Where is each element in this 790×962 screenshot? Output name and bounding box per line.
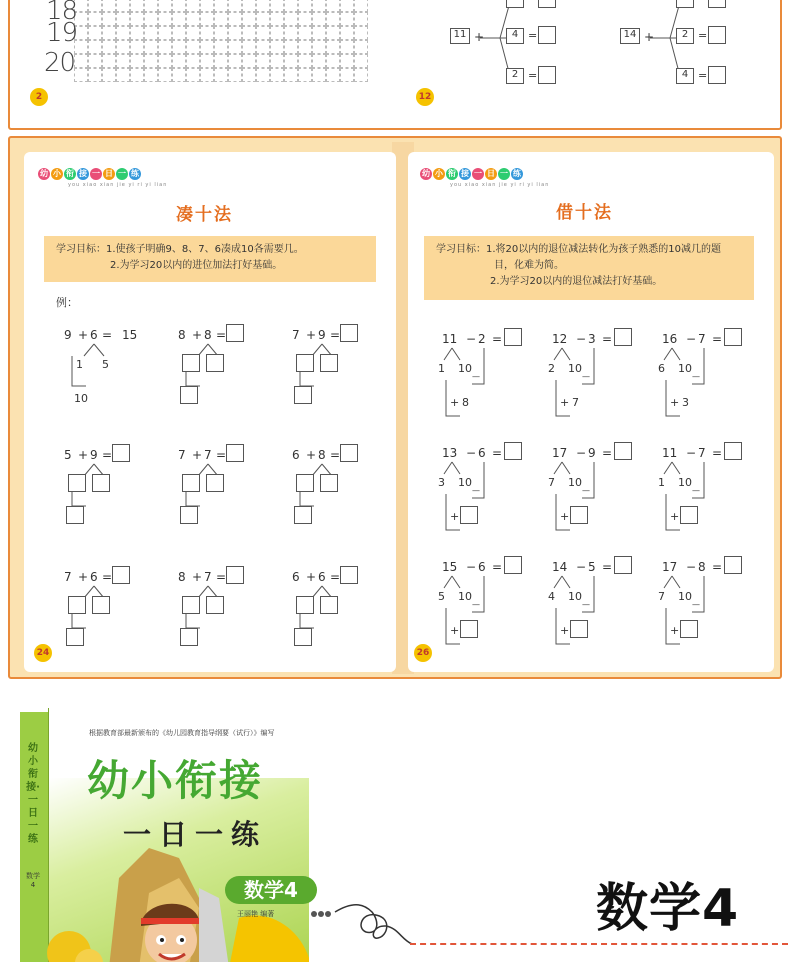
- equals-sign: =: [330, 570, 341, 584]
- addend: 7: [292, 328, 300, 342]
- minus-mark: —: [692, 486, 700, 495]
- plus-sign: +: [560, 624, 570, 637]
- series-pinyin: you xiao xian jie yi ri yi lian: [68, 182, 168, 188]
- operator: −: [576, 332, 587, 346]
- plus-sign: +: [670, 396, 680, 409]
- plus-sign: +: [670, 510, 680, 523]
- series-pinyin: you xiao xian jie yi ri yi lian: [450, 182, 550, 188]
- goal-line: 学习目标：1.使孩子明确9、8、7、6凑成10各需要几。: [56, 244, 304, 255]
- ones-value: 7: [658, 590, 665, 603]
- goal-line: 目，化难为简。: [494, 260, 564, 271]
- equals-sign: =: [602, 332, 613, 346]
- grid-row-number: 19: [46, 18, 78, 48]
- operator: −: [466, 446, 477, 460]
- operator: −: [686, 446, 697, 460]
- number-box: 2: [676, 28, 694, 44]
- series-char: 练: [513, 169, 521, 178]
- goal-line: 2.为学习20以内的进位加法打好基础。: [110, 260, 283, 271]
- subtrahend: 6: [478, 446, 486, 460]
- ten-value: 10: [678, 362, 692, 375]
- cover-subtitle: 一日一练: [123, 818, 268, 851]
- cover-note: 根据教育部最新颁布的《幼儿园教育指导纲要（试行）》编写: [89, 729, 275, 737]
- minus-mark: —: [472, 600, 480, 609]
- equals-sign: =: [102, 570, 113, 584]
- spine-title: 幼小衔接·一日一练: [26, 743, 40, 845]
- minuend: 12: [552, 332, 568, 346]
- equals-sign: =: [102, 448, 113, 462]
- operator: −: [686, 332, 697, 346]
- minus-mark: —: [692, 600, 700, 609]
- series-char: 日: [487, 169, 495, 178]
- ones-value: 6: [658, 362, 665, 375]
- operator: +: [78, 448, 89, 462]
- addend: 7: [204, 570, 212, 584]
- ones-value: 3: [438, 476, 445, 489]
- ones-value: 7: [548, 476, 555, 489]
- series-char: 一: [474, 169, 482, 178]
- ones-value: 2: [548, 362, 555, 375]
- example-result: 15: [122, 328, 138, 342]
- ten-value: 10: [568, 362, 582, 375]
- minuend: 17: [662, 560, 678, 574]
- addend: 6: [90, 570, 98, 584]
- equals-sign: =: [492, 560, 503, 574]
- addend: 8: [318, 448, 326, 462]
- addend: 6: [292, 570, 300, 584]
- minus-mark: —: [692, 372, 700, 381]
- equals-sign: =: [712, 332, 723, 346]
- number-box: 2: [506, 68, 524, 84]
- dashed-divider: [410, 943, 788, 945]
- addend: 7: [64, 570, 72, 584]
- ten-value: 10: [458, 590, 472, 603]
- subtrahend: 6: [478, 560, 486, 574]
- operator: −: [576, 446, 587, 460]
- subtrahend: 5: [588, 560, 596, 574]
- operator: +: [306, 328, 317, 342]
- plus-sign: +: [670, 624, 680, 637]
- ones-value: 5: [438, 590, 445, 603]
- page-number: 24: [34, 644, 52, 662]
- series-char: 小: [53, 169, 61, 178]
- subject-label: 数学4: [596, 879, 740, 939]
- minus-mark: —: [582, 486, 590, 495]
- equals-sign: =: [602, 446, 613, 460]
- addend: 9: [318, 328, 326, 342]
- addend: 5: [64, 448, 72, 462]
- equals-sign: =: [216, 570, 227, 584]
- equals-sign: =: [492, 332, 503, 346]
- operator: +: [78, 570, 89, 584]
- minuend: 13: [442, 446, 458, 460]
- equals-sign: =: [712, 446, 723, 460]
- series-char: 日: [105, 169, 113, 178]
- number-box: 4: [506, 28, 524, 44]
- ten-value: 10: [458, 362, 472, 375]
- ones-value: 1: [438, 362, 445, 375]
- equals-sign: =: [492, 446, 503, 460]
- equals-sign: =: [698, 29, 708, 42]
- equals-sign: =: [528, 69, 538, 82]
- operator: +: [78, 328, 89, 342]
- operator: +: [306, 448, 317, 462]
- ten-value: 10: [568, 476, 582, 489]
- ten-value: 10: [678, 476, 692, 489]
- addend: 8: [178, 570, 186, 584]
- addend: 9: [90, 448, 98, 462]
- operator: +: [192, 328, 203, 342]
- operator: +: [192, 570, 203, 584]
- example-label: 例：: [56, 296, 78, 309]
- subtrahend: 7: [698, 446, 706, 460]
- subtrahend: 3: [588, 332, 596, 346]
- page-number: 12: [416, 88, 434, 106]
- minus-mark: —: [472, 486, 480, 495]
- subtrahend: 2: [478, 332, 486, 346]
- equals-sign: =: [216, 328, 227, 342]
- number-box: 14: [620, 28, 640, 44]
- operator: +: [306, 570, 317, 584]
- series-char: 接: [461, 169, 469, 178]
- subtrahend: 8: [698, 560, 706, 574]
- grid-row-number: 20: [44, 48, 76, 78]
- page-number: 26: [414, 644, 432, 662]
- minuend: 16: [662, 332, 678, 346]
- grid-row-number: 18: [46, 0, 78, 26]
- series-char: 幼: [422, 169, 430, 178]
- spine-subject: 数学4: [26, 872, 40, 889]
- ten-value: 10: [74, 392, 88, 405]
- addend: 6: [318, 570, 326, 584]
- minuend: 15: [442, 560, 458, 574]
- cover-title: 幼小衔接: [87, 756, 264, 805]
- addend: 7: [178, 448, 186, 462]
- ten-value: 10: [458, 476, 472, 489]
- ones-value: 4: [548, 590, 555, 603]
- plus-sign: +: [560, 510, 570, 523]
- addend: 6: [90, 328, 98, 342]
- page-title: 借十法: [556, 203, 613, 223]
- equals-sign: =: [698, 69, 708, 82]
- page-title: 凑十法: [176, 205, 233, 225]
- equals-sign: =: [102, 328, 113, 342]
- addend-value: 3: [682, 396, 689, 409]
- plus-sign: +: [450, 624, 460, 637]
- plus-sign: +: [450, 510, 460, 523]
- operator: +: [192, 448, 203, 462]
- series-char: 一: [118, 169, 126, 178]
- series-char: 一: [92, 169, 100, 178]
- subject-badge: 数学4: [225, 876, 317, 904]
- plus-sign: +: [560, 396, 570, 409]
- series-char: 一: [500, 169, 508, 178]
- number-box: 4: [676, 68, 694, 84]
- addend: 9: [64, 328, 72, 342]
- split-value: 1: [76, 358, 83, 371]
- minuend: 11: [662, 446, 678, 460]
- operator: −: [686, 560, 697, 574]
- equals-sign: =: [330, 328, 341, 342]
- ones-value: 1: [658, 476, 665, 489]
- subtrahend: 9: [588, 446, 596, 460]
- minus-mark: —: [472, 372, 480, 381]
- split-value: 5: [102, 358, 109, 371]
- equals-sign: =: [528, 29, 538, 42]
- ten-value: 10: [568, 590, 582, 603]
- subtrahend: 7: [698, 332, 706, 346]
- cover-author: 王丽艳 编著: [237, 910, 275, 918]
- addend: 7: [204, 448, 212, 462]
- addend: 8: [204, 328, 212, 342]
- minuend: 17: [552, 446, 568, 460]
- plus-sign: +: [450, 396, 460, 409]
- operator: +: [474, 30, 485, 44]
- number-box: 11: [450, 28, 470, 44]
- goal-line: 学习目标：1.将20以内的退位减法转化为孩子熟悉的10减几的题: [436, 244, 721, 255]
- addend-value: 7: [572, 396, 579, 409]
- operator: −: [466, 332, 477, 346]
- series-char: 接: [79, 169, 87, 178]
- equals-sign: =: [602, 560, 613, 574]
- addend-value: 8: [462, 396, 469, 409]
- equals-sign: =: [330, 448, 341, 462]
- series-char: 衔: [448, 169, 456, 178]
- minus-mark: —: [582, 600, 590, 609]
- equals-sign: =: [712, 560, 723, 574]
- ten-value: 10: [678, 590, 692, 603]
- addend: 8: [178, 328, 186, 342]
- series-char: 练: [131, 169, 139, 178]
- minuend: 14: [552, 560, 568, 574]
- goal-line: 2.为学习20以内的退位减法打好基础。: [490, 276, 663, 287]
- page-number: 2: [30, 88, 48, 106]
- series-char: 小: [435, 169, 443, 178]
- operator: −: [576, 560, 587, 574]
- operator: −: [466, 560, 477, 574]
- minus-mark: —: [582, 372, 590, 381]
- equals-sign: =: [216, 448, 227, 462]
- minuend: 11: [442, 332, 458, 346]
- operator: +: [644, 30, 655, 44]
- series-char: 幼: [40, 169, 48, 178]
- series-char: 衔: [66, 169, 74, 178]
- addend: 6: [292, 448, 300, 462]
